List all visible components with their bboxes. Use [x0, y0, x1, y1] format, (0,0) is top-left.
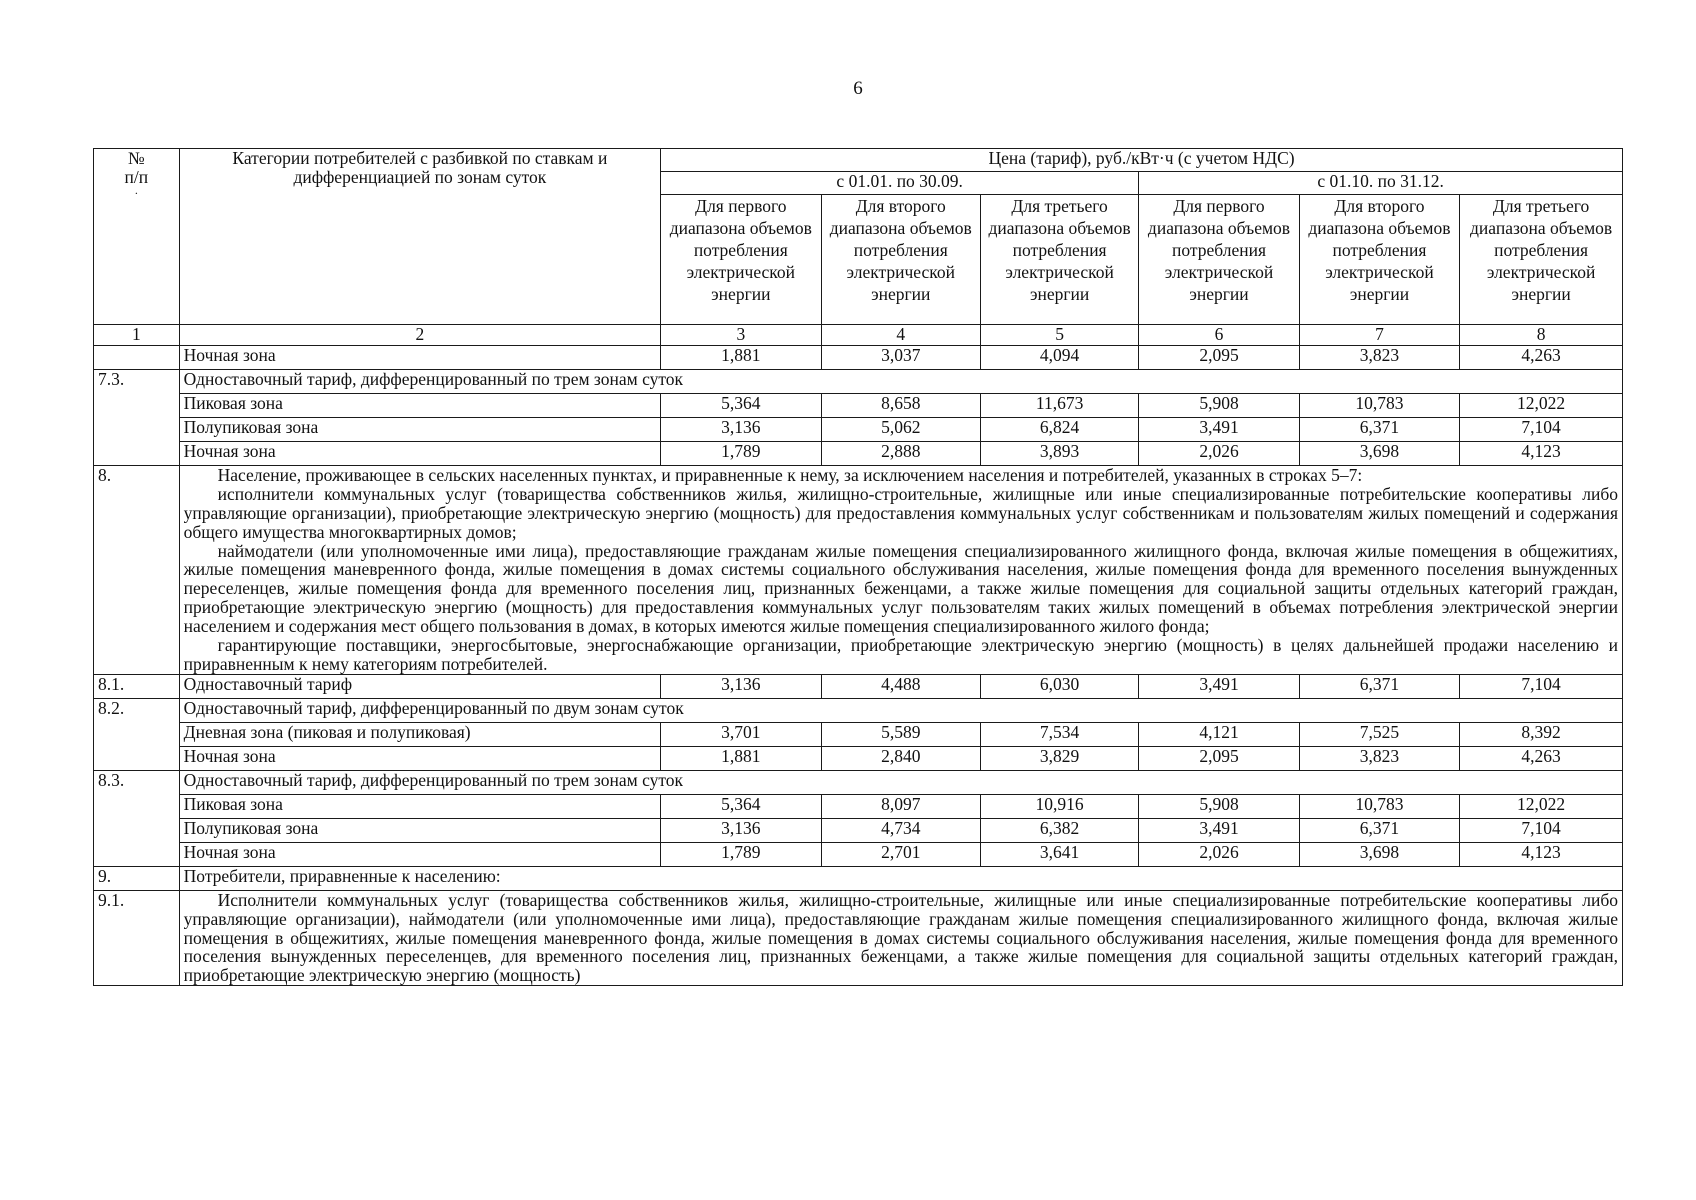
value-cell: 5,364 — [661, 394, 821, 418]
value-cell: 4,123 — [1460, 842, 1623, 866]
tariff-table — [93, 148, 1623, 986]
section-title-row — [94, 770, 1623, 794]
value-cell: 4,488 — [821, 674, 980, 698]
value-cell: 1,881 — [661, 746, 821, 770]
value-cell: 4,263 — [1460, 346, 1623, 370]
column-number: 7 — [1299, 325, 1459, 346]
value-cell: 3,641 — [980, 842, 1138, 866]
value-cell: 6,371 — [1299, 418, 1459, 442]
value-cell: 6,824 — [980, 418, 1138, 442]
row-label: Пиковая зона — [179, 394, 660, 418]
period-header-2: с 01.10. по 31.12. — [1139, 172, 1623, 195]
value-cell: 3,136 — [661, 674, 821, 698]
value-cell: 6,371 — [1299, 818, 1459, 842]
value-cell: 4,123 — [1460, 442, 1623, 466]
value-cell: 3,491 — [1139, 818, 1299, 842]
table-row — [94, 722, 1623, 746]
value-cell: 6,382 — [980, 818, 1138, 842]
range-1-header-p1: Для первого диапазона объемов потребления электрической энергии — [661, 195, 821, 325]
row-label: Пиковая зона — [179, 794, 660, 818]
value-cell: 5,908 — [1139, 794, 1299, 818]
value-cell: 1,789 — [661, 842, 821, 866]
value-cell: 10,783 — [1299, 394, 1459, 418]
section-title: Одноставочный тариф, дифференцированный по трем зонам суток — [179, 370, 1622, 394]
section-title: Одноставочный тариф, дифференцированный по трем зонам суток — [179, 770, 1622, 794]
value-cell: 7,534 — [980, 722, 1138, 746]
table-row — [94, 674, 1623, 698]
table-row — [94, 346, 1623, 370]
value-cell: 3,037 — [821, 346, 980, 370]
row-number: 9.1. — [94, 890, 180, 985]
value-cell: 5,908 — [1139, 394, 1299, 418]
table-row — [94, 842, 1623, 866]
value-cell: 6,030 — [980, 674, 1138, 698]
column-number: 6 — [1139, 325, 1299, 346]
value-cell: 3,701 — [661, 722, 821, 746]
row-number: 8.1. — [94, 674, 180, 698]
value-cell: 3,698 — [1299, 442, 1459, 466]
row-number: 8. — [94, 466, 180, 675]
value-cell: 3,823 — [1299, 346, 1459, 370]
value-cell: 5,589 — [821, 722, 980, 746]
section-8-text — [179, 466, 1622, 675]
value-cell: 2,840 — [821, 746, 980, 770]
paragraph: наймодатели (или уполномоченные ими лица), предоставляющие гражданам жилые помещения специализированного жилищного фонда, включая жилые помещения в общежитиях, жилые помещения маневренного фонда, жилые помещения в домах системы социального обслуживания населения, жилые помещения фонда для временного поселения вынужденных переселенцев, жилые помещения фонда для временного поселения лиц, признанных беженцами, а также жилые помещения для социальной защиты отдельных категорий граждан, приобретающие электрическую энергию (мощность) для предоставления коммунальных услуг пользователям таких жилых помещений в объемах потребления электрической энергии населением и содержания мест общего пользования в домах, в которых имеются жилые помещения специализированного жилого фонда; — [183, 540, 1618, 637]
value-cell: 5,062 — [821, 418, 980, 442]
value-cell: 4,121 — [1139, 722, 1299, 746]
value-cell: 2,026 — [1139, 842, 1299, 866]
row-label: Одноставочный тариф — [179, 674, 660, 698]
column-number: 8 — [1460, 325, 1623, 346]
range-3-header-p2: Для третьего диапазона объемов потребления электрической энергии — [1460, 195, 1623, 325]
num-sign: № — [127, 148, 145, 168]
section-9-1-text — [179, 890, 1622, 985]
value-cell: 7,104 — [1460, 674, 1623, 698]
row-number: 7.3. — [94, 370, 180, 466]
paragraph: гарантирующие поставщики, энергосбытовые, энергоснабжающие организации, приобретающие электрическую энергию (мощность) в целях дальнейшей продажи населению и приравненным к нему категориям потребителей. — [183, 635, 1618, 674]
row-label: Дневная зона (пиковая и полупиковая) — [179, 722, 660, 746]
value-cell: 7,104 — [1460, 818, 1623, 842]
paragraph: Исполнители коммунальных услуг (товарищества собственников жилья, жилищно-строительные, жилищные или иные специализированные потребительские кооперативы либо управляющие организации), наймодатели (или уполномоченные ими лица), предоставляющие гражданам жилые помещения специализированного жилищного фонда, включая жилые помещения в общежитиях, жилые помещения маневренного фонда, жилые помещения в домах системы социального обслуживания населения, жилые помещения фонда для временного поселения вынужденных переселенцев, для временного поселения лиц, признанных беженцами, а также жилые помещения для социальной защиты отдельных категорий граждан, приобретающие электрическую энергию (мощность) — [183, 889, 1618, 986]
value-cell: 2,701 — [821, 842, 980, 866]
value-cell: 10,783 — [1299, 794, 1459, 818]
value-cell: 3,491 — [1139, 674, 1299, 698]
paragraph: исполнители коммунальных услуг (товарищества собственников жилья, жилищно-строительные, жилищные или иные специализированные потребительские кооперативы либо управляющие организации), приобретающие электрическую энергию (мощность) для предоставления коммунальных услуг собственникам и пользователям жилых помещений и содержания общего имущества многоквартирных домов; — [183, 483, 1618, 542]
range-1-header-p2: Для первого диапазона объемов потребления электрической энергии — [1139, 195, 1299, 325]
table-row — [94, 442, 1623, 466]
value-cell: 2,095 — [1139, 746, 1299, 770]
table-row — [94, 794, 1623, 818]
value-cell: 3,491 — [1139, 418, 1299, 442]
row-number: 8.3. — [94, 770, 180, 866]
table-row — [94, 394, 1623, 418]
row-label: Полупиковая зона — [179, 818, 660, 842]
value-cell: 4,094 — [980, 346, 1138, 370]
value-cell: 1,789 — [661, 442, 821, 466]
table-row — [94, 418, 1623, 442]
num-abbr: п/п — [124, 166, 149, 187]
value-cell: 12,022 — [1460, 394, 1623, 418]
column-numbers-row — [94, 325, 1623, 346]
section-9-1-row — [94, 890, 1623, 985]
row-label: Полупиковая зона — [179, 418, 660, 442]
table-row — [94, 818, 1623, 842]
value-cell: 4,263 — [1460, 746, 1623, 770]
paragraph: Население, проживающее в сельских населенных пунктах, и приравненные к нему, за исключением населения и потребителей, указанных в строках 5–7: — [217, 465, 1363, 485]
section-title-row — [94, 866, 1623, 890]
range-3-header-p1: Для третьего диапазона объемов потребления электрической энергии — [980, 195, 1138, 325]
row-number: 9. — [94, 866, 180, 890]
row-label: Ночная зона — [179, 442, 660, 466]
row-number: 8.2. — [94, 698, 180, 770]
price-header: Цена (тариф), руб./кВт·ч (с учетом НДС) — [661, 149, 1623, 172]
value-cell: 3,698 — [1299, 842, 1459, 866]
value-cell: 2,888 — [821, 442, 980, 466]
column-number: 1 — [94, 325, 180, 346]
column-number: 5 — [980, 325, 1138, 346]
value-cell: 2,095 — [1139, 346, 1299, 370]
value-cell: 5,364 — [661, 794, 821, 818]
column-number: 3 — [661, 325, 821, 346]
column-number: 2 — [179, 325, 660, 346]
table-row — [94, 746, 1623, 770]
range-2-header-p2: Для второго диапазона объемов потребления электрической энергии — [1299, 195, 1459, 325]
period-header-1: с 01.01. по 30.09. — [661, 172, 1139, 195]
page-number: 6 — [853, 78, 863, 99]
row-label: Ночная зона — [179, 746, 660, 770]
row-number-header: № п/п · — [94, 149, 180, 325]
value-cell: 6,371 — [1299, 674, 1459, 698]
range-2-header-p1: Для второго диапазона объемов потребления электрической энергии — [821, 195, 980, 325]
value-cell: 10,916 — [980, 794, 1138, 818]
section-title-row — [94, 370, 1623, 394]
value-cell: 3,136 — [661, 418, 821, 442]
value-cell: 3,136 — [661, 818, 821, 842]
value-cell: 1,881 — [661, 346, 821, 370]
value-cell: 2,026 — [1139, 442, 1299, 466]
category-header: Категории потребителей с разбивкой по ставкам и дифференциацией по зонам суток — [179, 149, 660, 325]
row-label: Ночная зона — [179, 842, 660, 866]
section-title: Потребители, приравненные к населению: — [179, 866, 1622, 890]
value-cell: 7,104 — [1460, 418, 1623, 442]
value-cell: 3,893 — [980, 442, 1138, 466]
section-title: Одноставочный тариф, дифференцированный по двум зонам суток — [179, 698, 1622, 722]
value-cell: 11,673 — [980, 394, 1138, 418]
row-label: Ночная зона — [179, 346, 660, 370]
value-cell: 3,829 — [980, 746, 1138, 770]
value-cell: 4,734 — [821, 818, 980, 842]
value-cell: 12,022 — [1460, 794, 1623, 818]
value-cell: 8,658 — [821, 394, 980, 418]
value-cell: 8,392 — [1460, 722, 1623, 746]
value-cell: 3,823 — [1299, 746, 1459, 770]
value-cell: 8,097 — [821, 794, 980, 818]
section-8-row — [94, 466, 1623, 675]
value-cell: 7,525 — [1299, 722, 1459, 746]
column-number: 4 — [821, 325, 980, 346]
section-title-row — [94, 698, 1623, 722]
row-number — [94, 346, 180, 370]
